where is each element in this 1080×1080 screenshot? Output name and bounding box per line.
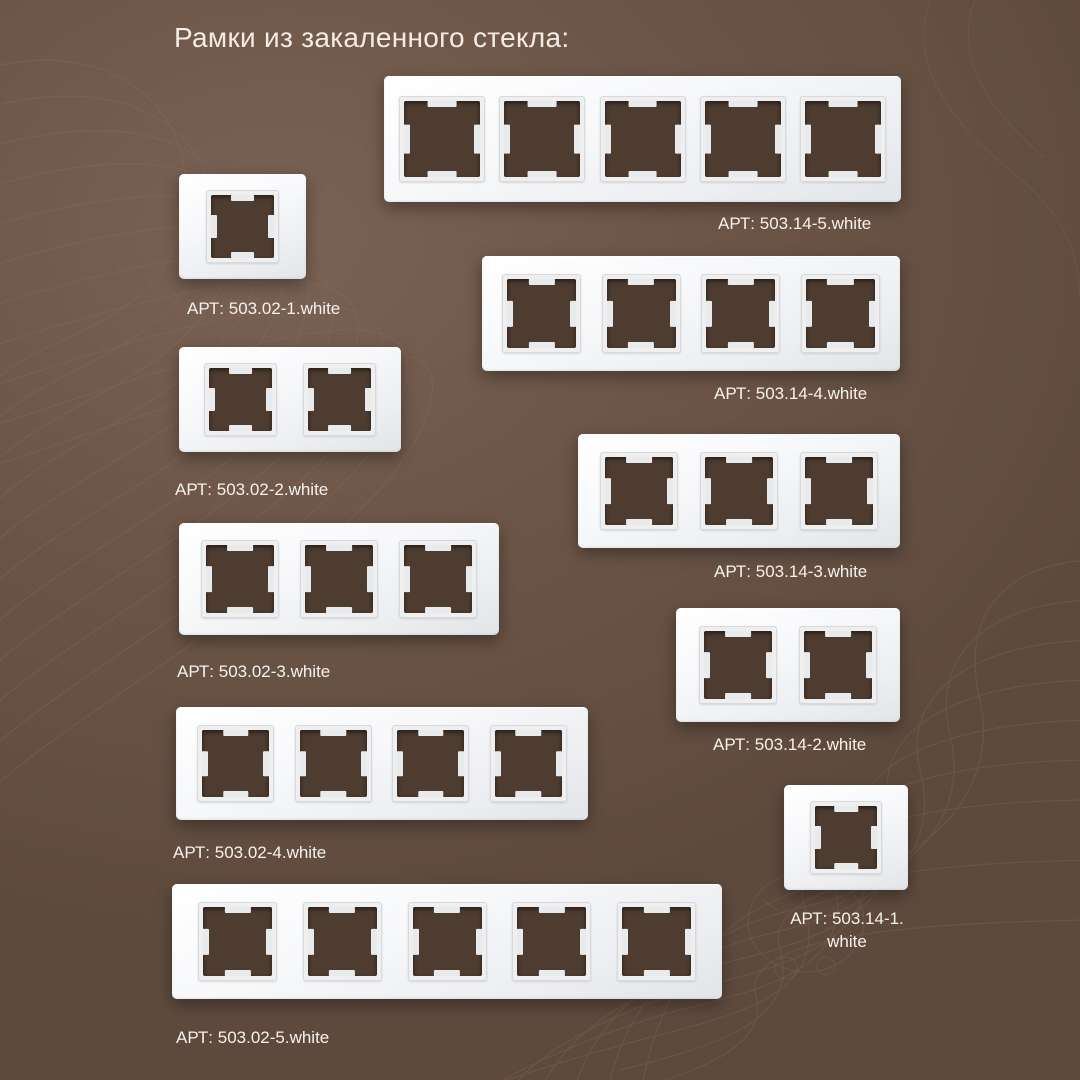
aperture-claw-right — [580, 928, 586, 954]
aperture-opening — [206, 545, 274, 613]
frame-cells — [179, 523, 499, 635]
aperture-opening — [705, 101, 781, 177]
frame-aperture — [392, 725, 469, 802]
frame-aperture — [801, 274, 880, 353]
aperture-claw-left — [495, 751, 501, 776]
frame-cells — [482, 256, 900, 371]
frame-product-p503-14-5[interactable] — [384, 76, 901, 202]
product-caption-p503-14-1: АРТ: 503.14-1. white — [790, 909, 904, 951]
aperture-opening — [305, 545, 373, 613]
frame-aperture — [699, 626, 777, 704]
aperture-claw-right — [476, 928, 482, 954]
product-caption-p503-02-1: АРТ: 503.02-1.white — [187, 299, 341, 318]
aperture-opening — [805, 101, 881, 177]
aperture-opening — [605, 101, 681, 177]
aperture-claw-right — [675, 125, 681, 154]
frame-product-p503-14-4[interactable] — [482, 256, 900, 371]
aperture-opening — [211, 195, 274, 258]
aperture-opening — [507, 279, 576, 348]
frame-aperture — [408, 902, 487, 981]
frame-cells — [179, 174, 306, 279]
frame-product-p503-02-1[interactable] — [179, 174, 306, 279]
aperture-claw-right — [767, 478, 773, 504]
frame-aperture — [810, 801, 882, 874]
aperture-claw-right — [775, 125, 781, 154]
aperture-claw-right — [466, 566, 472, 592]
aperture-claw-left — [704, 652, 710, 678]
aperture-claw-right — [766, 652, 772, 678]
frame-cells — [676, 608, 900, 722]
frame-product-p503-14-1[interactable] — [784, 785, 908, 890]
aperture-claw-right — [670, 300, 676, 326]
aperture-opening — [806, 279, 875, 348]
product-caption-p503-14-3: АРТ: 503.14-3.white — [714, 562, 868, 581]
aperture-opening — [209, 368, 272, 431]
aperture-opening — [404, 545, 472, 613]
aperture-opening — [805, 457, 873, 525]
frame-aperture — [799, 626, 877, 704]
aperture-opening — [815, 806, 877, 869]
frame-product-p503-02-5[interactable] — [172, 884, 722, 999]
aperture-claw-left — [705, 478, 711, 504]
frame-aperture — [800, 452, 878, 530]
frame-cells — [176, 707, 588, 820]
aperture-opening — [397, 730, 464, 797]
frame-aperture — [399, 96, 485, 182]
frame-aperture — [206, 190, 279, 263]
product-caption-p503-02-4: АРТ: 503.02-4.white — [173, 843, 327, 862]
aperture-claw-left — [804, 652, 810, 678]
frame-aperture — [204, 363, 277, 436]
aperture-claw-left — [404, 125, 410, 154]
frame-product-p503-14-2[interactable] — [676, 608, 900, 722]
aperture-claw-left — [517, 928, 523, 954]
frame-aperture — [617, 902, 696, 981]
frame-cells — [384, 76, 901, 202]
frame-aperture — [499, 96, 585, 182]
frame-cells — [784, 785, 908, 890]
frame-product-p503-14-3[interactable] — [578, 434, 900, 548]
product-caption-p503-02-2: АРТ: 503.02-2.white — [175, 480, 329, 499]
aperture-claw-right — [474, 125, 480, 154]
frame-aperture — [399, 540, 477, 618]
aperture-claw-right — [371, 928, 377, 954]
frame-aperture — [295, 725, 372, 802]
frame-aperture — [701, 274, 780, 353]
frame-aperture — [490, 725, 567, 802]
aperture-claw-left — [397, 751, 403, 776]
frame-aperture — [600, 452, 678, 530]
aperture-claw-right — [365, 388, 371, 412]
aperture-claw-left — [605, 478, 611, 504]
frame-product-p503-02-3[interactable] — [179, 523, 499, 635]
frame-aperture — [700, 452, 778, 530]
aperture-claw-right — [361, 751, 367, 776]
product-caption-p503-02-3: АРТ: 503.02-3.white — [177, 662, 331, 681]
aperture-claw-right — [875, 125, 881, 154]
aperture-opening — [202, 730, 269, 797]
aperture-claw-right — [869, 300, 875, 326]
frame-aperture — [700, 96, 786, 182]
frame-aperture — [300, 540, 378, 618]
aperture-claw-right — [556, 751, 562, 776]
aperture-claw-right — [866, 652, 872, 678]
frame-aperture — [800, 96, 886, 182]
aperture-opening — [308, 907, 377, 976]
aperture-opening — [504, 101, 580, 177]
product-caption-p503-14-5: АРТ: 503.14-5.white — [718, 214, 872, 233]
aperture-opening — [308, 368, 371, 431]
aperture-claw-left — [308, 928, 314, 954]
aperture-claw-left — [507, 300, 513, 326]
aperture-opening — [605, 457, 673, 525]
aperture-claw-left — [805, 478, 811, 504]
frame-aperture — [197, 725, 274, 802]
aperture-opening — [607, 279, 676, 348]
aperture-claw-right — [367, 566, 373, 592]
aperture-claw-left — [815, 826, 821, 850]
aperture-claw-right — [263, 751, 269, 776]
frame-cells — [179, 347, 401, 452]
aperture-claw-right — [871, 826, 877, 850]
aperture-opening — [622, 907, 691, 976]
aperture-claw-left — [607, 300, 613, 326]
aperture-opening — [704, 631, 772, 699]
page-title: Рамки из закаленного стекла: — [174, 22, 570, 53]
frame-aperture — [303, 363, 376, 436]
aperture-opening — [404, 101, 480, 177]
frame-aperture — [602, 274, 681, 353]
aperture-claw-left — [308, 388, 314, 412]
aperture-claw-right — [268, 215, 274, 239]
frame-aperture — [198, 902, 277, 981]
frame-cells — [578, 434, 900, 548]
aperture-opening — [300, 730, 367, 797]
aperture-opening — [495, 730, 562, 797]
aperture-opening — [413, 907, 482, 976]
aperture-claw-left — [209, 388, 215, 412]
aperture-claw-left — [206, 566, 212, 592]
product-caption-p503-02-5: АРТ: 503.02-5.white — [176, 1028, 330, 1047]
aperture-claw-left — [806, 300, 812, 326]
aperture-opening — [804, 631, 872, 699]
product-caption-p503-14-2: АРТ: 503.14-2.white — [713, 735, 867, 754]
aperture-claw-left — [622, 928, 628, 954]
frame-product-p503-02-4[interactable] — [176, 707, 588, 820]
aperture-claw-right — [667, 478, 673, 504]
aperture-claw-left — [504, 125, 510, 154]
frame-cells — [172, 884, 722, 999]
frame-aperture — [502, 274, 581, 353]
aperture-claw-left — [305, 566, 311, 592]
aperture-claw-left — [202, 751, 208, 776]
aperture-claw-left — [203, 928, 209, 954]
aperture-claw-right — [570, 300, 576, 326]
frame-aperture — [201, 540, 279, 618]
aperture-claw-right — [867, 478, 873, 504]
aperture-claw-left — [211, 215, 217, 239]
aperture-claw-right — [769, 300, 775, 326]
aperture-opening — [203, 907, 272, 976]
frame-aperture — [512, 902, 591, 981]
aperture-opening — [706, 279, 775, 348]
aperture-claw-left — [705, 125, 711, 154]
aperture-claw-left — [404, 566, 410, 592]
aperture-claw-right — [268, 566, 274, 592]
aperture-opening — [705, 457, 773, 525]
aperture-claw-right — [685, 928, 691, 954]
aperture-claw-left — [605, 125, 611, 154]
frame-aperture — [600, 96, 686, 182]
product-caption-p503-14-4: АРТ: 503.14-4.white — [714, 384, 868, 403]
aperture-claw-right — [266, 928, 272, 954]
aperture-claw-left — [805, 125, 811, 154]
aperture-claw-right — [266, 388, 272, 412]
aperture-claw-right — [458, 751, 464, 776]
aperture-claw-right — [574, 125, 580, 154]
aperture-claw-left — [413, 928, 419, 954]
aperture-opening — [517, 907, 586, 976]
frame-aperture — [303, 902, 382, 981]
aperture-claw-left — [300, 751, 306, 776]
aperture-claw-left — [706, 300, 712, 326]
frame-product-p503-02-2[interactable] — [179, 347, 401, 452]
